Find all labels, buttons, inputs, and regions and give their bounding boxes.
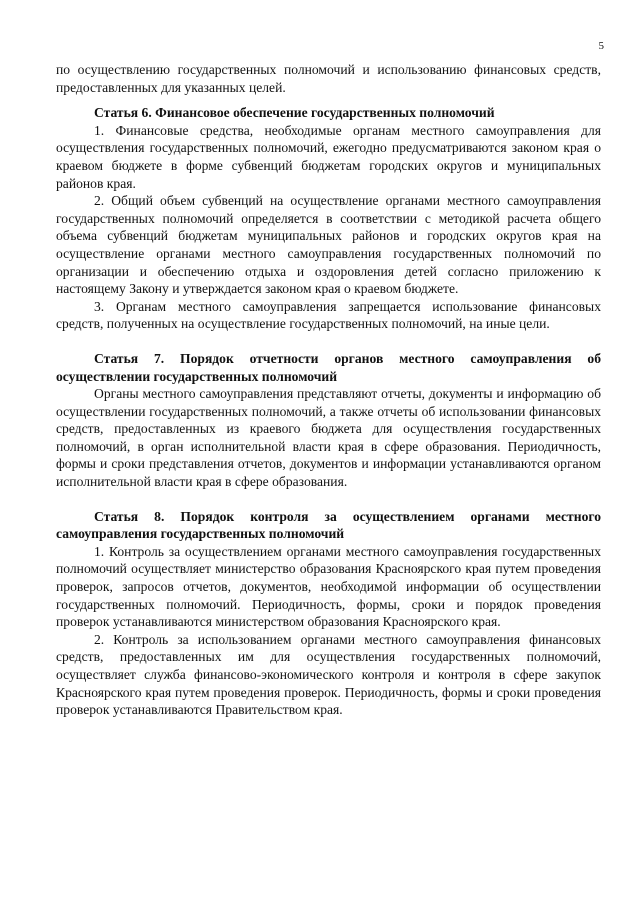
article-6-paragraph-2: 2. Общий объем субвенций на осуществление органами местного самоуправления государственных полномочий определяется в соответствии с методикой расчета общего объема субвенций бюджетам муниципальных районов и городских округов края на осуществление органами местного самоуправления государственных полномочий по организации и обеспечению отдыха и оздоровления детей согласно приложению к настоящему Закону и утверждается законом края о краевом бюджете. [56,193,601,297]
article-6-title: Статья 6. Финансовое обеспечение государственных полномочий [94,105,495,121]
intro-paragraph: по осуществлению государственных полномочий и использованию финансовых средств, предоставленных для указанных целей. [56,62,601,95]
article-7-paragraph-1: Органы местного самоуправления представляют отчеты, документы и информацию об осуществлении государственных полномочий, а также отчеты об использовании финансовых средств, предоставленных из краевого бюджета для осуществления государственных полномочий, в орган исполнительной власти края в сфере образования. Периодичность, формы и сроки представления отчетов, документов и информации устанавливаются органом исполнительной власти края в сфере образования. [56,386,601,490]
article-8-paragraph-1: 1. Контроль за осуществлением органами местного самоуправления государственных полномочий осуществляет министерство образования Красноярского края путем проведения проверок, запросов отчетов, документов, необходимой информации об осуществлении государственных полномочий. Периодичность, формы, сроки и порядок проведения проверок устанавливаются министерством образования Красноярского края. [56,543,601,630]
article-6-paragraph-1: 1. Финансовые средства, необходимые органам местного самоуправления для осуществления государственных полномочий, ежегодно предусматриваются законом края о краевом бюджете в форме субвенций бюджетам городских округов и муниципальных районов края. [56,122,601,191]
article-7-title: Статья 7. Порядок отчетности органов местного самоуправления об осуществлении государственных полномочий [56,350,601,384]
document-body [56,61,601,719]
page-number: 5 [598,40,604,52]
article-8-title: Статья 8. Порядок контроля за осуществлением органами местного самоуправления государственных полномочий [56,508,601,542]
article-6-paragraph-3: 3. Органам местного самоуправления запрещается использование финансовых средств, полученных на осуществление государственных полномочий, на иные цели. [56,298,601,332]
article-8-paragraph-2: 2. Контроль за использованием органами местного самоуправления финансовых средств, предоставленных им для осуществления государственных полномочий, осуществляет служба финансово-экономического контроля и контроля в сфере закупок Красноярского края путем проведения проверок. Периодичность, формы и сроки проведения проверок устанавливаются Правительством края. [56,631,601,718]
